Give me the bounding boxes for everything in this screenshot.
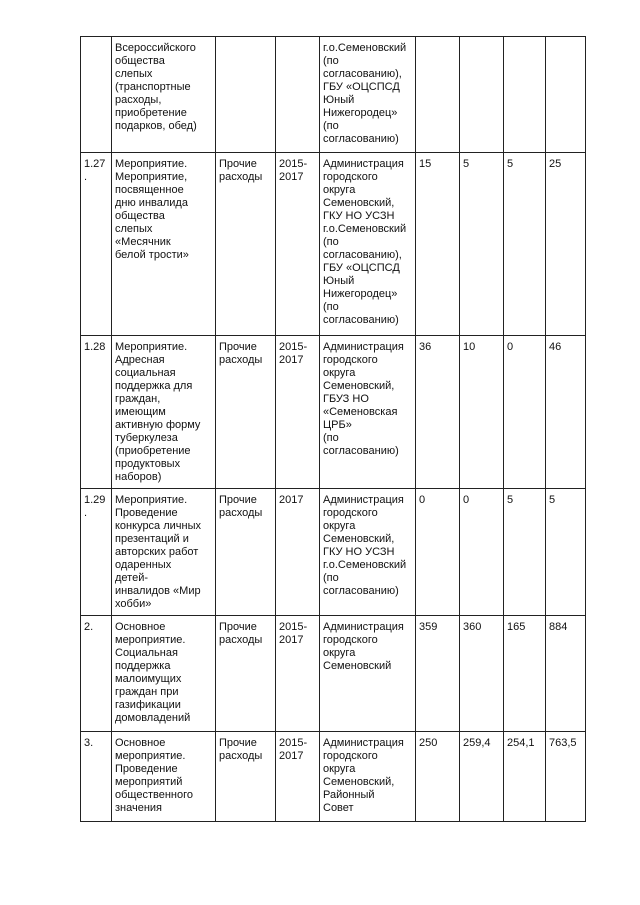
value-total: 46 xyxy=(546,336,586,489)
value-2: 360 xyxy=(460,616,504,732)
executor: Администрация городского округа Семеновский, Районный Совет xyxy=(320,732,416,822)
value-2 xyxy=(460,37,504,153)
value-2: 5 xyxy=(460,153,504,336)
executor: Администрация городского округа Семеновский, ГКУ НО УСЗН г.о.Семеновский (по согласованию) xyxy=(320,489,416,616)
value-1: 250 xyxy=(416,732,460,822)
expense-type: Прочие расходы xyxy=(216,336,276,489)
value-2: 10 xyxy=(460,336,504,489)
period xyxy=(276,37,320,153)
table-row xyxy=(81,489,586,616)
expense-type: Прочие расходы xyxy=(216,153,276,336)
value-3 xyxy=(504,37,546,153)
value-2: 0 xyxy=(460,489,504,616)
period: 2015- 2017 xyxy=(276,616,320,732)
period: 2015- 2017 xyxy=(276,153,320,336)
table-row xyxy=(81,732,586,822)
activity-name: Основное мероприятие. Проведение мероприятий общественного значения xyxy=(112,732,216,822)
row-number: 1.27 . xyxy=(81,153,112,336)
value-3: 254,1 xyxy=(504,732,546,822)
row-number: 3. xyxy=(81,732,112,822)
value-total: 763,5 xyxy=(546,732,586,822)
expense-type: Прочие расходы xyxy=(216,732,276,822)
row-number: 1.29 . xyxy=(81,489,112,616)
row-number xyxy=(81,37,112,153)
table-row xyxy=(81,336,586,489)
value-3: 5 xyxy=(504,489,546,616)
expense-type: Прочие расходы xyxy=(216,489,276,616)
value-1: 36 xyxy=(416,336,460,489)
value-1 xyxy=(416,37,460,153)
executor: Администрация городского округа Семеновский xyxy=(320,616,416,732)
executor: Администрация городского округа Семеновский, ГКУ НО УСЗН г.о.Семеновский (по согласованию), ГБУ «ОЦСПСД Юный Нижегородец» (по согласованию) xyxy=(320,153,416,336)
period: 2015- 2017 xyxy=(276,336,320,489)
activity-name: Мероприятие. Проведение конкурса личных презентаций и авторских работ одаренных детей- инвалидов «Мир хобби» xyxy=(112,489,216,616)
period: 2017 xyxy=(276,489,320,616)
table-row xyxy=(81,616,586,732)
activity-name: Мероприятие. Мероприятие, посвященное дню инвалида общества слепых «Месячник белой трости» xyxy=(112,153,216,336)
program-activities-table xyxy=(80,36,586,822)
expense-type xyxy=(216,37,276,153)
value-total: 25 xyxy=(546,153,586,336)
activity-name: Основное мероприятие. Социальная поддержка малоимущих граждан при газификации домовладений xyxy=(112,616,216,732)
value-3: 165 xyxy=(504,616,546,732)
row-number: 2. xyxy=(81,616,112,732)
value-3: 0 xyxy=(504,336,546,489)
executor: г.о.Семеновский (по согласованию), ГБУ «ОЦСПСД Юный Нижегородец» (по согласованию) xyxy=(320,37,416,153)
value-1: 0 xyxy=(416,489,460,616)
value-total xyxy=(546,37,586,153)
value-1: 15 xyxy=(416,153,460,336)
value-total: 5 xyxy=(546,489,586,616)
value-3: 5 xyxy=(504,153,546,336)
table-row xyxy=(81,37,586,153)
table-row xyxy=(81,153,586,336)
executor: Администрация городского округа Семеновский, ГБУЗ НО «Семеновская ЦРБ» (по согласованию) xyxy=(320,336,416,489)
period: 2015- 2017 xyxy=(276,732,320,822)
expense-type: Прочие расходы xyxy=(216,616,276,732)
activity-name: Всероссийского общества слепых (транспортные расходы, приобретение подарков, обед) xyxy=(112,37,216,153)
value-2: 259,4 xyxy=(460,732,504,822)
value-1: 359 xyxy=(416,616,460,732)
row-number: 1.28 xyxy=(81,336,112,489)
value-total: 884 xyxy=(546,616,586,732)
activity-name: Мероприятие. Адресная социальная поддержка для граждан, имеющим активную форму туберкулеза (приобретение продуктовых наборов) xyxy=(112,336,216,489)
